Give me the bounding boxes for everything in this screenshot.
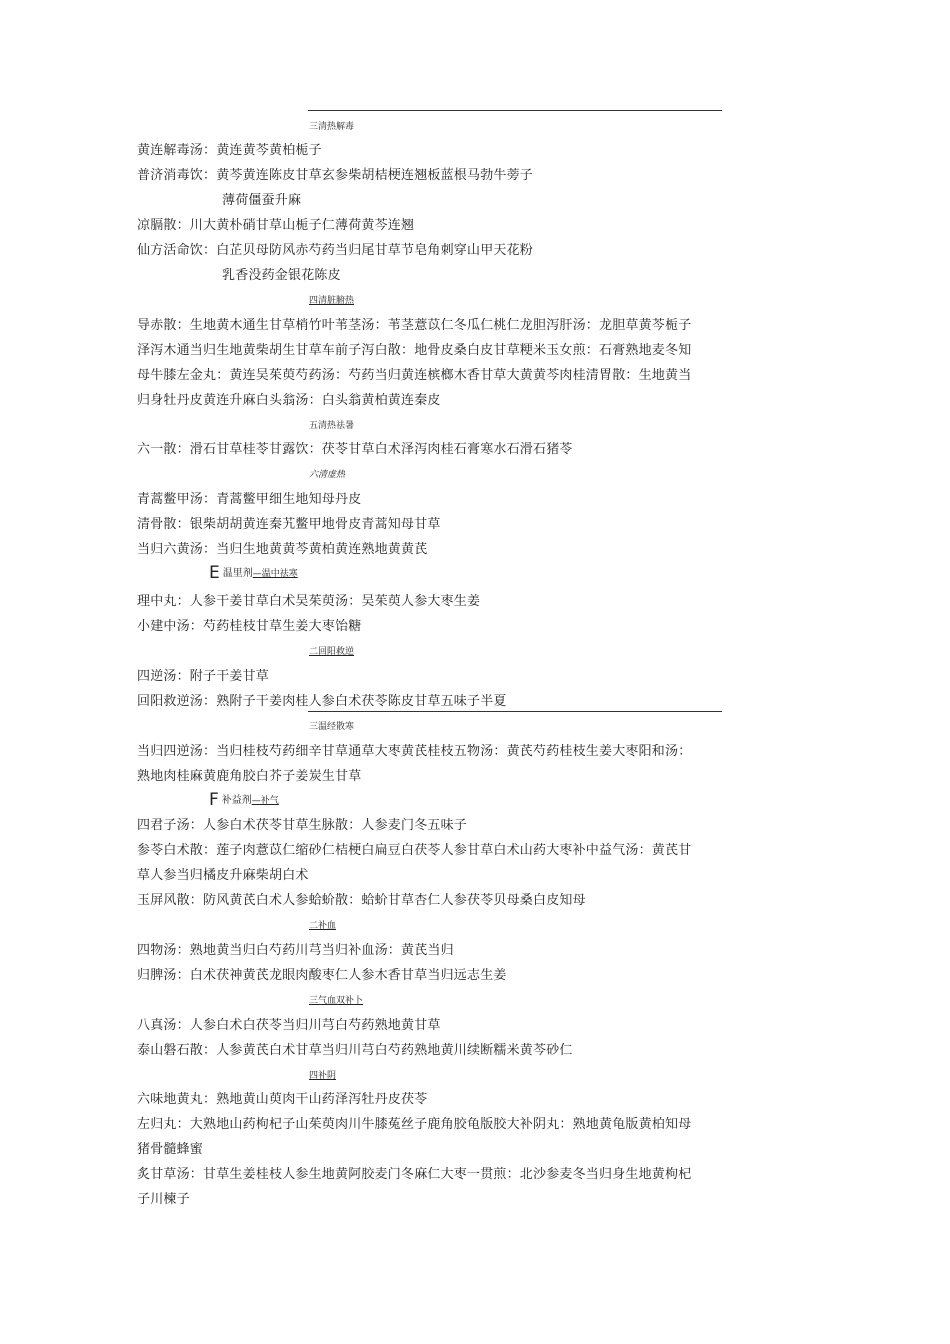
formula-line: 普济消毒饮：黄芩黄连陈皮甘草玄参柴胡桔梗连翘板蓝根马勃牛蒡子 [137, 168, 534, 183]
chapter-letter: E [209, 563, 220, 583]
formula-line: 清骨散：银柴胡胡黄连秦艽鳖甲地骨皮青蒿知母甘草 [137, 517, 441, 532]
section-heading: 四补阴 [309, 1071, 337, 1081]
formula-line: 六一散：滑石甘草桂苓甘露饮：茯苓甘草白术泽泻肉桂石膏寒水石滑石猪苓 [137, 442, 573, 457]
chapter-title: 温里剂 [222, 568, 253, 579]
formula-line: 参苓白术散：莲子肉薏苡仁缩砂仁桔梗白扁豆白茯苓人参甘草白术山药大枣补中益气汤：黄芪甘 [137, 843, 692, 858]
section-heading: 三温经散寒 [309, 722, 355, 732]
formula-line: 归脾汤：白术茯神黄芪龙眼肉酸枣仁人参木香甘草当归远志生姜 [137, 968, 507, 983]
formula-line: 当归六黄汤：当归生地黄黄芩黄柏黄连熟地黄黄芪 [137, 542, 428, 557]
formula-line: 小建中汤：芍药桂枝甘草生姜大枣饴糖 [137, 619, 362, 634]
formula-line: 四君子汤：人参白术茯苓甘草生脉散：人参麦门冬五味子 [137, 818, 468, 833]
formula-line: 黄连解毒汤：黄连黄芩黄柏栀子 [137, 143, 322, 158]
formula-line: 玉屏风散：防风黄芪白术人参蛤蚧散：蛤蚧甘草杏仁人参茯苓贝母桑白皮知母 [137, 893, 586, 908]
formula-line: 泽泻木通当归生地黄柴胡生甘草车前子泻白散：地骨皮桑白皮甘草粳米玉女煎：石膏熟地麦冬知 [137, 343, 692, 358]
formula-line: 左归丸：大熟地山药枸杞子山茱萸肉川牛膝菟丝子鹿角胶龟版胶大补阴丸：熟地黄龟版黄柏知母 [137, 1117, 692, 1132]
formula-line: 四物汤：熟地黄当归白芍药川芎当归补血汤：黄芪当归 [137, 943, 454, 958]
formula-line: 青蒿鳖甲汤：青蒿鳖甲细生地知母丹皮 [137, 492, 362, 507]
formula-line: 导赤散：生地黄木通生甘草梢竹叶苇茎汤：苇茎薏苡仁冬瓜仁桃仁龙胆泻肝汤：龙胆草黄芩栀子 [137, 318, 692, 333]
formula-line-continuation: 乳香没药金银花陈皮 [222, 268, 341, 283]
section-heading: 三清热解毒 [309, 122, 355, 132]
formula-line: 猪骨髓蜂蜜 [137, 1142, 204, 1157]
formula-line: 当归四逆汤：当归桂枝芍药细辛甘草通草大枣黄芪桂枝五物汤：黄芪芍药桂枝生姜大枣阳和汤： [137, 744, 692, 759]
section-heading: 二补血 [309, 921, 337, 931]
chapter-heading-f [209, 790, 279, 811]
chapter-subtitle: —温中祛寒 [252, 569, 298, 579]
section-heading: 二回阳救逆 [309, 647, 355, 657]
formula-line-continuation: 薄荷僵蚕升麻 [222, 193, 302, 208]
formula-line: 泰山磐石散：人参黄芪白术甘草当归川芎白芍药熟地黄川续断糯米黄芩砂仁 [137, 1043, 573, 1058]
chapter-title: 补益剂 [221, 795, 252, 806]
formula-line: 八真汤：人参白术白茯苓当归川芎白芍药熟地黄甘草 [137, 1018, 441, 1033]
formula-line: 归身牡丹皮黄连升麻白头翁汤：白头翁黄柏黄连秦皮 [137, 393, 441, 408]
formula-line: 理中丸：人参干姜甘草白术吴茱萸汤：吴茱萸人参大枣生姜 [137, 594, 481, 609]
formula-line: 炙甘草汤：甘草生姜桂枝人参生地黄阿胶麦门冬麻仁大枣一贯煎：北沙参麦冬当归身生地黄枸杞 [137, 1167, 692, 1182]
top-divider [308, 110, 722, 111]
chapter-subtitle: —补气 [251, 796, 279, 806]
formula-line: 回阳救逆汤：熟附子干姜肉桂人参白术茯苓陈皮甘草五味子半夏 [137, 694, 507, 709]
section-heading: 六清虚热 [309, 470, 346, 480]
formula-line: 草人参当归橘皮升麻柴胡白术 [137, 868, 309, 883]
section-heading: 四清脏腑热 [309, 296, 355, 306]
formula-line: 六味地黄丸：熟地黄山萸肉干山药泽泻牡丹皮茯苓 [137, 1092, 428, 1107]
formula-line: 母牛膝左金丸：黄连吴茱萸芍药汤：芍药当归黄连槟榔木香甘草大黄黄芩肉桂清胃散：生地黄当 [137, 368, 692, 383]
section-heading: 三气血双补卜 [309, 996, 364, 1006]
formula-line: 凉膈散：川大黄朴硝甘草山栀子仁薄荷黄芩连翘 [137, 218, 415, 233]
formula-line: 子川楝子 [137, 1192, 190, 1207]
formula-line: 仙方活命饮：白芷贝母防风赤芍药当归尾甘草节皂角刺穿山甲天花粉 [137, 243, 534, 258]
chapter-letter: F [209, 790, 219, 810]
formula-line: 四逆汤：附子干姜甘草 [137, 669, 270, 684]
chapter-heading-e [209, 563, 298, 584]
formula-line: 熟地肉桂麻黄鹿角胶白芥子姜炭生甘草 [137, 769, 362, 784]
section-heading: 五清热祛暑 [309, 421, 355, 431]
mid-divider [308, 711, 722, 712]
